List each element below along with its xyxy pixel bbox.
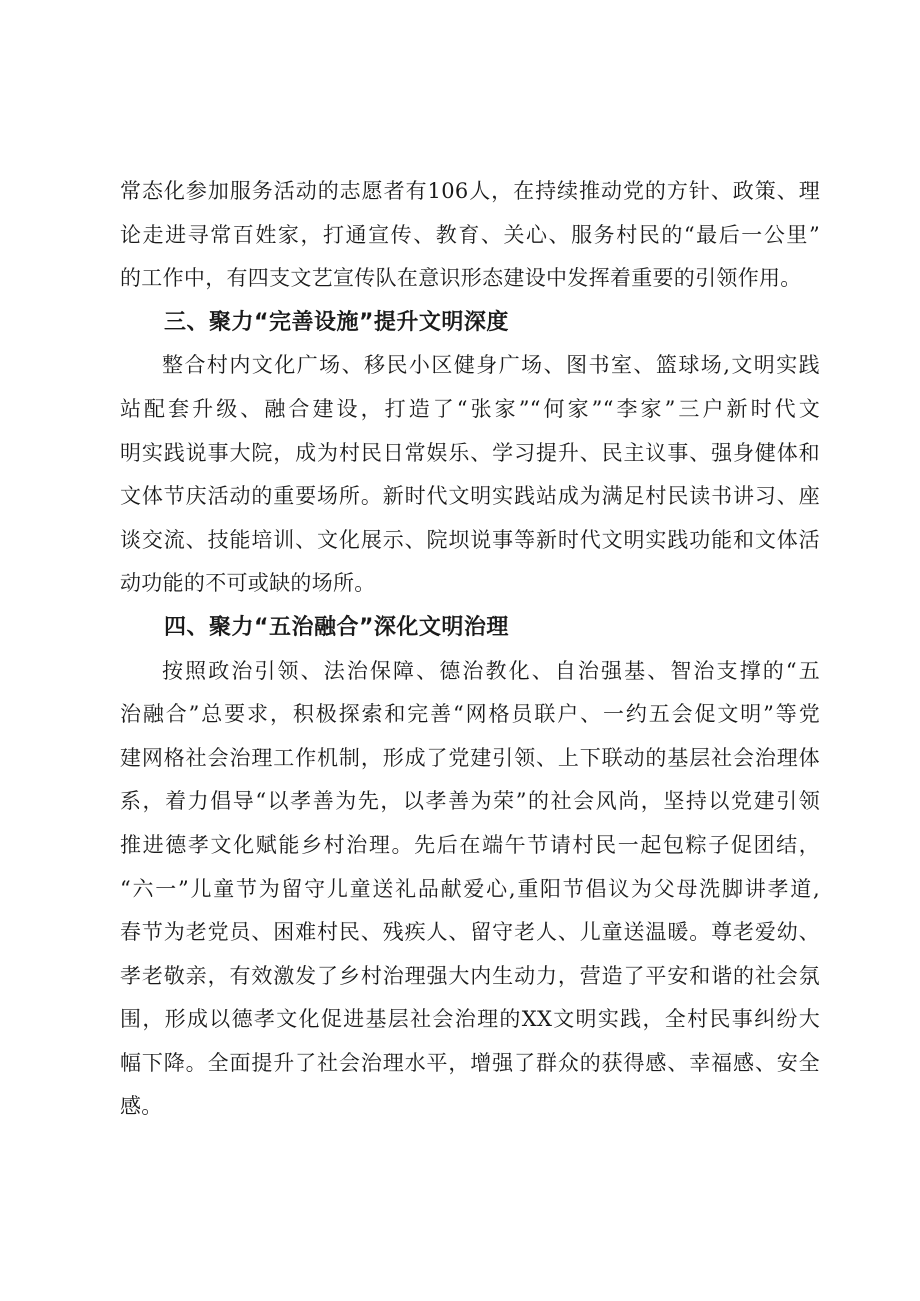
text-line: 站配套升级、融合建设，打造了“张家”“何家”“李家”三户新时代文	[120, 396, 820, 421]
text-line: 的工作中，有四支文艺宣传队在意识形态建设中发挥着重要的引领作用。	[120, 266, 802, 291]
paragraph-section-3	[120, 344, 820, 606]
text-line: 论走进寻常百姓家，打通宣传、教育、关心、服务村民的“最后一公里”	[120, 222, 820, 247]
paragraph-section-4	[120, 650, 820, 1130]
text-line: 围，形成以德孝文化促进基层社会治理的XX文明实践，全村民事纠纷大	[120, 1007, 820, 1032]
text-line: 幅下降。全面提升了社会治理水平，增强了群众的获得感、幸福感、安全	[120, 1050, 820, 1075]
text-line: 治融合”总要求，积极探索和完善“网格员联户、一约五会促文明”等党	[120, 702, 820, 727]
text-line: 文体节庆活动的重要场所。新时代文明实践站成为满足村民读书讲习、座	[120, 484, 820, 509]
text-line: 感。	[120, 1094, 163, 1119]
text-line: 整合村内文化广场、移民小区健身广场、图书室、篮球场,文明实践	[162, 353, 820, 378]
text-line: 明实践说事大院，成为村民日常娱乐、学习提升、民主议事、强身健体和	[120, 440, 820, 465]
text-line: 常态化参加服务活动的志愿者有106人，在持续推动党的方针、政策、理	[120, 179, 820, 203]
text-line: 动功能的不可或缺的场所。	[120, 571, 376, 596]
text-line: “六一”儿童节为留守儿童送礼品献爱心,重阳节倡议为父母洗脚讲孝道,	[120, 876, 820, 901]
text-line: 谈交流、技能培训、文化展示、院坝说事等新时代文明实践功能和文体活	[120, 527, 820, 552]
text-line: 系，着力倡导“以孝善为先，以孝善为荣”的社会风尚，坚持以党建引领	[120, 789, 820, 814]
paragraph-intro	[120, 170, 820, 301]
section-heading-4: 四、聚力“五治融合”深化文明治理	[164, 614, 509, 640]
text-line: 孝老敬亲，有效激发了乡村治理强大内生动力，营造了平安和谐的社会氛	[120, 963, 820, 988]
text-line: 按照政治引领、法治保障、德治教化、自治强基、智治支撑的“五	[162, 658, 820, 683]
text-line: 建网格社会治理工作机制，形成了党建引领、上下联动的基层社会治理体	[120, 745, 820, 770]
text-line: 推进德孝文化赋能乡村治理。先后在端午节请村民一起包粽子促团结，	[120, 832, 820, 857]
text-line: 春节为老党员、困难村民、残疾人、留守老人、儿童送温暖。尊老爱幼、	[120, 920, 820, 945]
section-heading-3: 三、聚力“完善设施”提升文明深度	[164, 309, 509, 335]
